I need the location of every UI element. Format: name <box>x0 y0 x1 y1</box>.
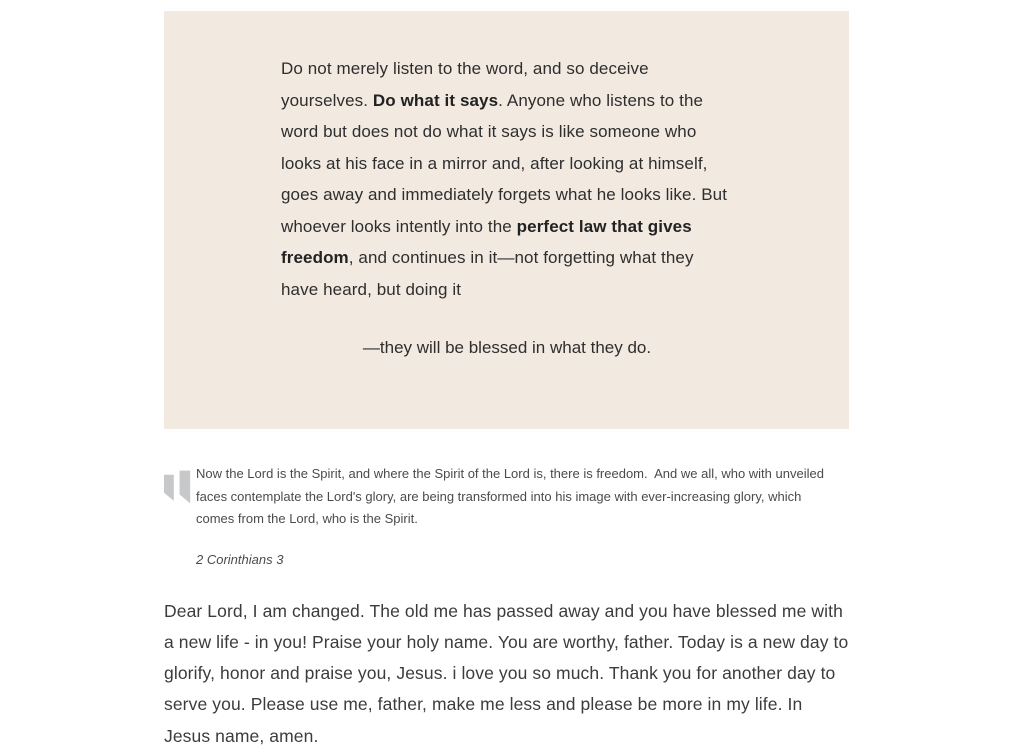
blockquote-text: Now the Lord is the Spirit, and where the Spirit of the Lord is, there is freedom. And we all, who with unveiled faces contemplate the Lord's glory, are being transformed into his image with ever-increasing glory, which comes from the Lord, who is the Spirit. <box>196 466 828 526</box>
post-content <box>164 0 849 752</box>
blockquote-body <box>196 463 849 569</box>
prayer-paragraph: Dear Lord, I am changed. The old me has passed away and you have blessed me with a new life - in you! Praise your holy name. You are worthy, father. Today is a new day to glorify, honor and praise you, Jesus. i love you so much. Thank you for another day to serve you. Please use me, father, make me less and please be more in my life. In Jesus name, amen. <box>164 600 849 746</box>
scripture-closing-line: —they will be blessed in what they do. <box>362 338 652 357</box>
quotation-marks-icon <box>164 463 196 569</box>
scripture-passage: Do not merely listen to the word, and so deceive yourselves. Do what it says. Anyone who listens to the word but does not do what it says is like someone who looks at his face in a mirror and, after looking at himself, goes away and immediately forgets what he looks like. But whoever looks intently into the perfect law that gives freedom, and continues in it—not forgetting what they have heard, but doing it <box>281 59 728 299</box>
blockquote-citation: 2 Corinthians 3 <box>196 551 284 567</box>
blockquote-section <box>164 463 849 569</box>
scripture-highlight-box <box>164 11 849 429</box>
